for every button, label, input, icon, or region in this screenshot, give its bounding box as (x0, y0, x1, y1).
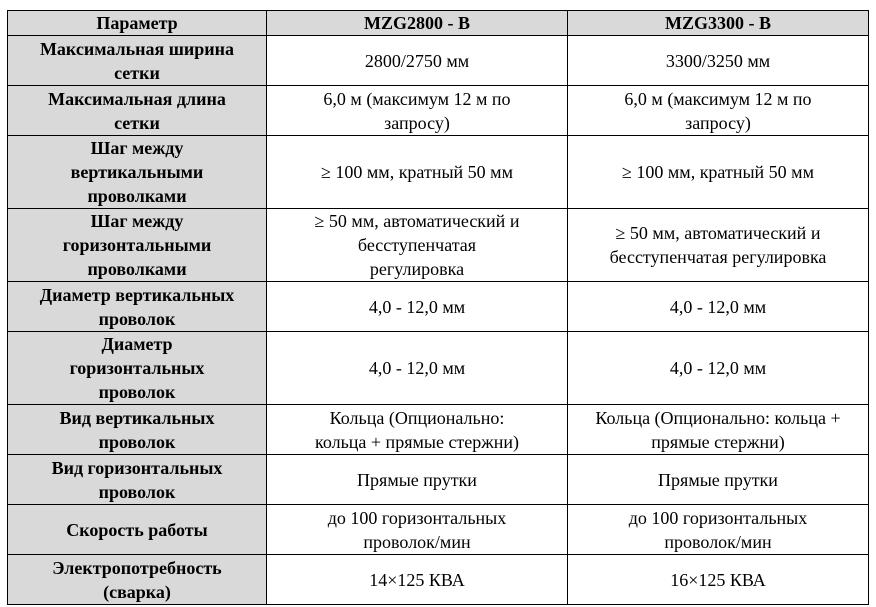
table-row (8, 282, 869, 332)
param-cell: Максимальная длина сетки (8, 86, 267, 136)
header-row (8, 11, 869, 36)
mzg2800-value: 4,0 - 12,0 мм (267, 332, 568, 405)
mzg3300-value: 4,0 - 12,0 мм (568, 332, 869, 405)
mzg3300-value: ≥ 100 мм, кратный 50 мм (568, 136, 869, 209)
spec-table-wrapper (7, 10, 869, 605)
param-cell: Электропотребность (сварка) (8, 555, 267, 605)
param-cell: Скорость работы (8, 505, 267, 555)
mzg2800-value: ≥ 50 мм, автоматический и бесступенчатая регулировка (267, 209, 568, 282)
table-row (8, 505, 869, 555)
param-cell: Диаметр горизонтальных проволок (8, 332, 267, 405)
header-parameter: Параметр (8, 11, 267, 36)
param-cell: Вид горизонтальных проволок (8, 455, 267, 505)
mzg3300-value: ≥ 50 мм, автоматический и бесступенчатая регулировка (568, 209, 869, 282)
table-row (8, 555, 869, 605)
mzg2800-value: до 100 горизонтальных проволок/мин (267, 505, 568, 555)
param-cell: Максимальная ширина сетки (8, 36, 267, 86)
param-cell: Шаг между вертикальными проволками (8, 136, 267, 209)
mzg2800-value: Кольца (Опционально: кольца + прямые стержни) (267, 405, 568, 455)
mzg3300-value: 16×125 КВА (568, 555, 869, 605)
mzg2800-value: 6,0 м (максимум 12 м по запросу) (267, 86, 568, 136)
table-row (8, 405, 869, 455)
mzg3300-value: Прямые прутки (568, 455, 869, 505)
mzg2800-value: ≥ 100 мм, кратный 50 мм (267, 136, 568, 209)
param-cell: Вид вертикальных проволок (8, 405, 267, 455)
header-mzg3300: MZG3300 - B (568, 11, 869, 36)
table-row (8, 136, 869, 209)
mzg3300-value: 3300/3250 мм (568, 36, 869, 86)
specifications-table (7, 10, 869, 605)
mzg3300-value: Кольца (Опционально: кольца + прямые стержни) (568, 405, 869, 455)
table-row (8, 209, 869, 282)
table-row (8, 455, 869, 505)
table-row (8, 332, 869, 405)
mzg2800-value: 2800/2750 мм (267, 36, 568, 86)
mzg3300-value: 4,0 - 12,0 мм (568, 282, 869, 332)
mzg2800-value: 14×125 КВА (267, 555, 568, 605)
mzg2800-value: 4,0 - 12,0 мм (267, 282, 568, 332)
param-cell: Шаг между горизонтальными проволками (8, 209, 267, 282)
mzg3300-value: 6,0 м (максимум 12 м по запросу) (568, 86, 869, 136)
table-row (8, 36, 869, 86)
mzg3300-value: до 100 горизонтальных проволок/мин (568, 505, 869, 555)
mzg2800-value: Прямые прутки (267, 455, 568, 505)
param-cell: Диаметр вертикальных проволок (8, 282, 267, 332)
table-row (8, 86, 869, 136)
header-mzg2800: MZG2800 - B (267, 11, 568, 36)
